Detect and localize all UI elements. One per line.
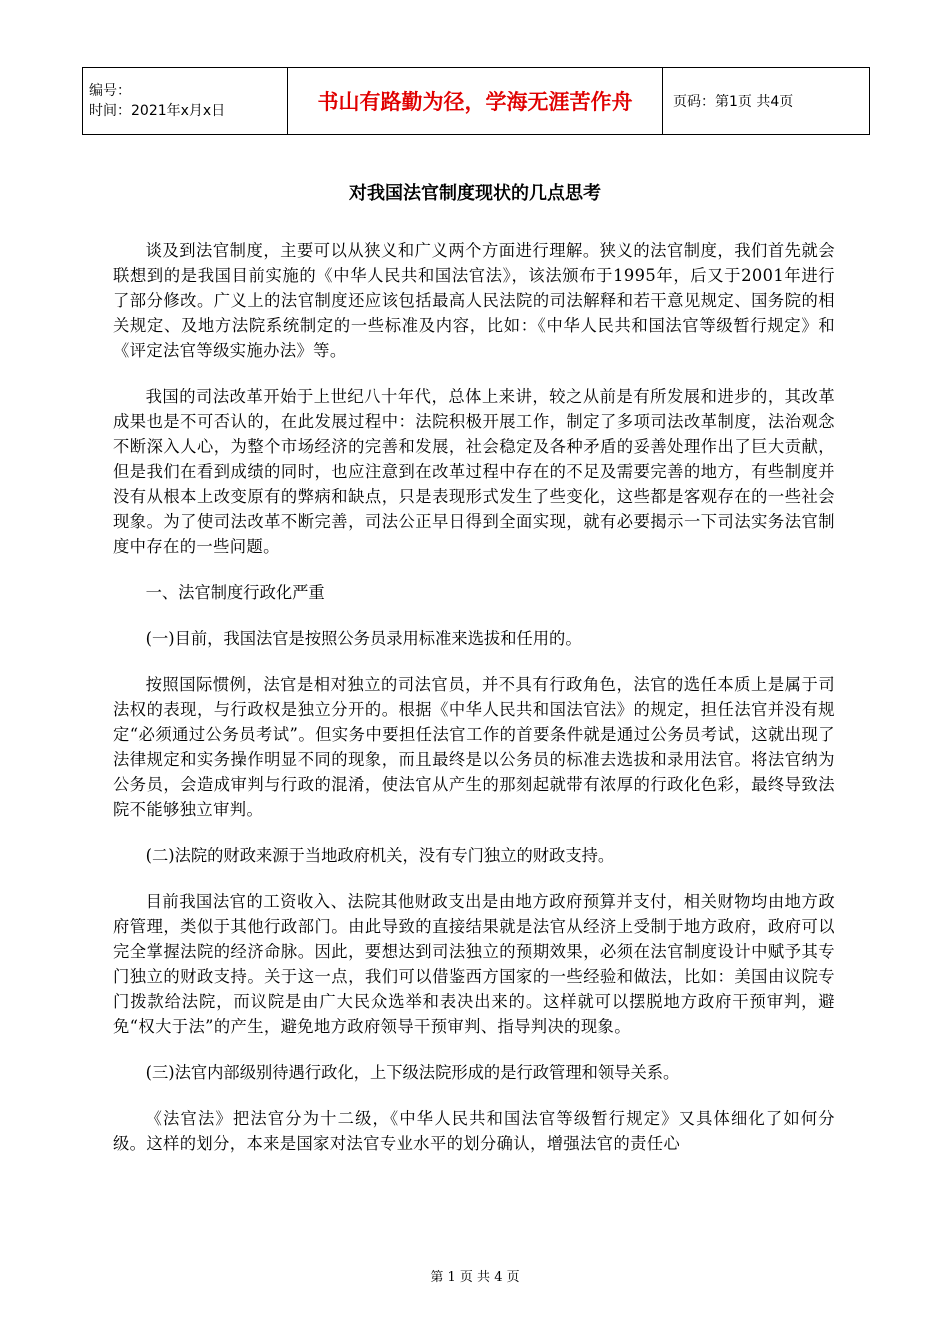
page-footer: 第 1 页 共 4 页 [430,1270,520,1285]
document-header [82,67,870,135]
motto: 书山有路勤为径，学海无涯苦作舟 [317,90,633,114]
section-heading: 一、法官制度行政化严重 [145,583,325,602]
subsection-heading: (二)法院的财政来源于当地政府机关，没有专门独立的财政支持。 [145,846,615,865]
paragraph: 目前我国法官的工资收入、法院其他财政支出是由地方政府预算并支付，相关财物均由地方政府管理，类似于其他行政部门。由此导致的直接结果就是法官从经济上受制于地方政府，政府可以完全掌握法院的经济命脉。因此，要想达到司法独立的预期效果，必须在法官制度设计中赋予其专门独立的财政支持。关于这一点，我们可以借鉴西方国家的一些经验和做法，比如：美国由议院专门拨款给法院，而议院是由广大民众选举和表决出来的。这样就可以摆脱地方政府干预审判，避免“权大于法”的产生，避免地方政府领导干预审判、指导判决的现象。 [113,892,835,1036]
subsection-heading: (三)法官内部级别待遇行政化，上下级法院形成的是行政管理和领导关系。 [145,1063,680,1082]
paragraph: 我国的司法改革开始于上世纪八十年代，总体上来讲，较之从前是有所发展和进步的，其改革成果也是不可否认的，在此发展过程中：法院积极开展工作，制定了多项司法改革制度，法治观念不断深入人心，为整个市场经济的完善和发展，社会稳定及各种矛盾的妥善处理作出了巨大贡献，但是我们在看到成绩的同时，也应注意到在改革过程中存在的不足及需要完善的地方，有些制度并没有从根本上改变原有的弊病和缺点，只是表现形式发生了些变化，这些都是客观存在的一些社会现象。为了使司法改革不断完善，司法公正早日得到全面实现，就有必要揭示一下司法实务法官制度中存在的一些问题。 [113,387,835,556]
page-info: 页码：第1页 共4页 [673,94,794,110]
document-body [113,238,835,1156]
document-title: 对我国法官制度现状的几点思考 [349,183,601,204]
paragraph: 按照国际惯例，法官是相对独立的司法官员，并不具有行政角色，法官的选任本质上是属于司法权的表现，与行政权是独立分开的。根据《中华人民共和国法官法》的规定，担任法官并没有规定“必须通过公务员考试”。但实务中要担任法官工作的首要条件就是通过公务员考试，这就出现了法律规定和实务操作明显不同的现象，而且最终是以公务员的标准去选拔和录用法官。将法官纳为公务员，会造成审判与行政的混淆，使法官从产生的那刻起就带有浓厚的行政化色彩，最终导致法院不能够独立审判。 [113,675,835,819]
motto-cell [288,68,663,135]
time-label: 时间：2021年x月x日 [89,103,226,119]
page-info-cell [663,68,870,135]
subsection-heading: (一)目前，我国法官是按照公务员录用标准来选拔和任用的。 [145,629,582,648]
header-meta-cell [83,68,288,135]
paragraph: 《法官法》把法官分为十二级，《中华人民共和国法官等级暂行规定》又具体细化了如何分级。这样的划分，本来是国家对法官专业水平的划分确认，增强法官的责任心 [113,1109,835,1153]
number-label: 编号： [89,83,131,99]
paragraph: 谈及到法官制度，主要可以从狭义和广义两个方面进行理解。狭义的法官制度，我们首先就会联想到的是我国目前实施的《中华人民共和国法官法》，该法颁布于1995年，后又于2001年进行了部分修改。广义上的法官制度还应该包括最高人民法院的司法解释和若干意见规定、国务院的相关规定、及地方法院系统制定的一些标准及内容，比如：《中华人民共和国法官等级暂行规定》和《评定法官等级实施办法》等。 [113,241,835,360]
